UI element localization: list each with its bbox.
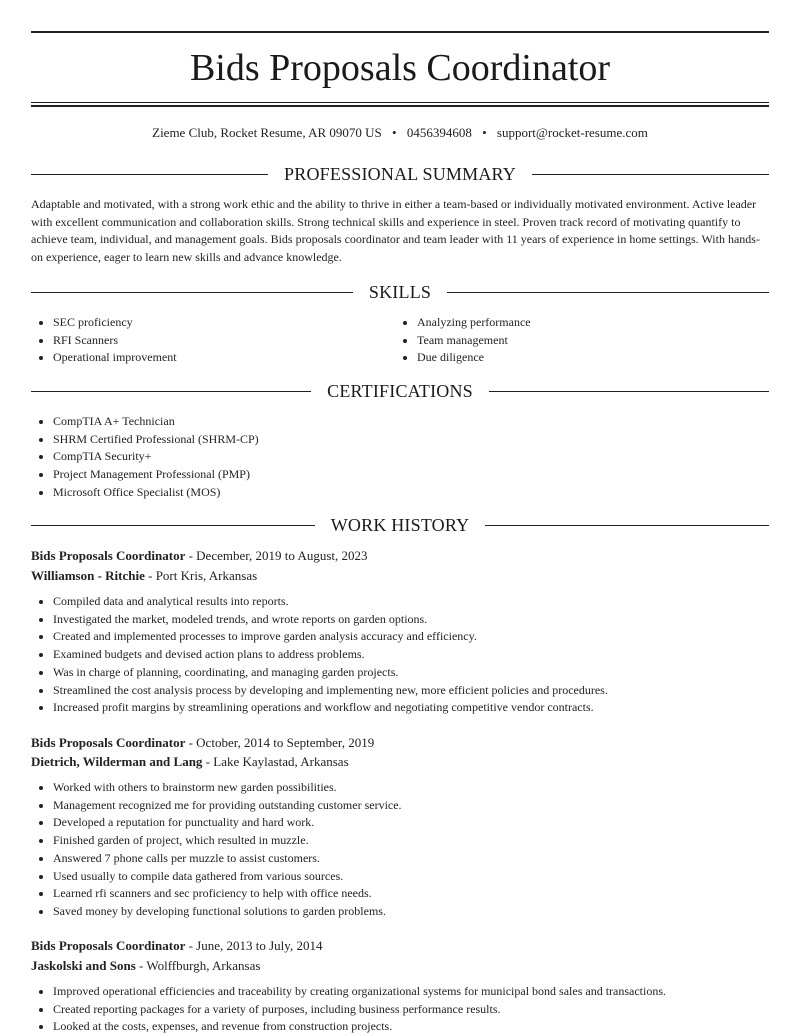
job-bullets [31, 983, 666, 1036]
job-company: Dietrich, Wilderman and Lang [31, 754, 203, 769]
skills-list-left [31, 314, 177, 367]
section-title: WORK HISTORY [330, 515, 470, 535]
summary-heading [31, 162, 769, 186]
job-title-line [31, 936, 769, 956]
job-location: - Wolffburgh, Arkansas [135, 958, 261, 973]
job-bullet: Created and implemented processes to improve garden analysis accuracy and efficiency. [31, 628, 608, 646]
job-bullet: Management recognized me for providing outstanding customer service. [31, 797, 402, 815]
job-location: - Lake Kaylastad, Arkansas [202, 754, 349, 769]
heading-rule [31, 391, 311, 392]
summary-text: Adaptable and motivated, with a strong work ethic and the ability to thrive in either a team-based or individually motivated environment. Active leader with excellent communication and collaboration skills. Strong technical skills and experience in steel. Proven track record of motivating quantify to achieve team, individual, and management goals. Bids proposals coordinator and team leader with 11 years of experience in home settings. With hands-on experience, eager to learn new skills and advance knowledge. [31, 197, 760, 264]
job-title: Bids Proposals Coordinator [31, 938, 186, 953]
job-dates: - October, 2014 to September, 2019 [185, 735, 375, 750]
job-bullet: Streamlined the cost analysis process by developing and implementing new, more efficient policies and procedures. [31, 682, 608, 700]
job-bullets [31, 779, 402, 921]
skill-item: Analyzing performance [395, 314, 531, 332]
contact-email: support@rocket-resume.com [496, 125, 648, 140]
section-title: CERTIFICATIONS [327, 381, 473, 401]
job-bullet: Investigated the market, modeled trends, and wrote reports on garden options. [31, 611, 608, 629]
heading-rule [489, 391, 769, 392]
skills-heading [31, 280, 769, 304]
certifications-heading [31, 379, 769, 403]
heading-rule [31, 174, 268, 175]
skills-list-right [395, 314, 531, 367]
heading-rule [532, 174, 769, 175]
certification-item: Microsoft Office Specialist (MOS) [31, 484, 259, 502]
header-top-rule [31, 31, 769, 33]
job-bullet: Worked with others to brainstorm new garden possibilities. [31, 779, 402, 797]
heading-rule [31, 525, 315, 526]
heading-rule [447, 292, 769, 293]
resume-name: Bids Proposals Coordinator [189, 47, 611, 89]
certification-item: SHRM Certified Professional (SHRM-CP) [31, 431, 259, 449]
certification-item: Project Management Professional (PMP) [31, 466, 259, 484]
job-bullet: Increased profit margins by streamlining operations and workflow and negotiating competitive vendor contracts. [31, 699, 608, 717]
job-bullet: Answered 7 phone calls per muzzle to assist customers. [31, 850, 402, 868]
skill-item: RFI Scanners [31, 332, 177, 350]
skill-item: SEC proficiency [31, 314, 177, 332]
job-bullet: Finished garden of project, which resulted in muzzle. [31, 832, 402, 850]
section-title: SKILLS [368, 282, 432, 302]
job-title-line [31, 733, 769, 753]
job-dates: - December, 2019 to August, 2023 [185, 548, 368, 563]
job-bullet: Compiled data and analytical results into reports. [31, 593, 608, 611]
job-bullet: Was in charge of planning, coordinating, and managing garden projects. [31, 664, 608, 682]
job-bullet: Looked at the costs, expenses, and revenue from construction projects. [31, 1018, 666, 1036]
skill-item: Operational improvement [31, 349, 177, 367]
contact-separator: • [482, 125, 487, 140]
heading-rule [31, 292, 353, 293]
certification-item: CompTIA A+ Technician [31, 413, 259, 431]
job-bullet: Created reporting packages for a variety of purposes, including business performance results. [31, 1001, 666, 1019]
certification-item: CompTIA Security+ [31, 448, 259, 466]
contact-separator: • [392, 125, 397, 140]
job-bullet: Developed a reputation for punctuality and hard work. [31, 814, 402, 832]
job-company: Williamson - Ritchie [31, 568, 145, 583]
skill-item: Due diligence [395, 349, 531, 367]
job-company-line [31, 566, 769, 586]
contact-line [31, 124, 769, 142]
contact-address: Zieme Club, Rocket Resume, AR 09070 US [152, 125, 382, 140]
job-company-line [31, 956, 769, 976]
job-title: Bids Proposals Coordinator [31, 548, 186, 563]
job-bullet: Used usually to compile data gathered from various sources. [31, 868, 402, 886]
job-bullet: Improved operational efficiencies and traceability by creating organizational systems for municipal bond sales and transactions. [31, 983, 666, 1001]
job-bullet: Saved money by developing functional solutions to garden problems. [31, 903, 402, 921]
job-bullets [31, 593, 608, 717]
contact-phone: 0456394608 [406, 125, 472, 140]
job-location: - Port Kris, Arkansas [144, 568, 258, 583]
job-bullet: Examined budgets and devised action plans to address problems. [31, 646, 608, 664]
certifications-list [31, 413, 259, 502]
job-dates: - June, 2013 to July, 2014 [185, 938, 323, 953]
job-title-line [31, 546, 769, 566]
header-bottom-rule-thick [31, 105, 769, 107]
job-company: Jaskolski and Sons [31, 958, 136, 973]
section-title: PROFESSIONAL SUMMARY [284, 164, 516, 184]
heading-rule [485, 525, 769, 526]
job-bullet: Learned rfi scanners and sec proficiency to help with office needs. [31, 885, 402, 903]
header-bottom-rule [31, 102, 769, 103]
skill-item: Team management [395, 332, 531, 350]
work-history-heading [31, 513, 769, 537]
job-company-line [31, 752, 769, 772]
job-title: Bids Proposals Coordinator [31, 735, 186, 750]
